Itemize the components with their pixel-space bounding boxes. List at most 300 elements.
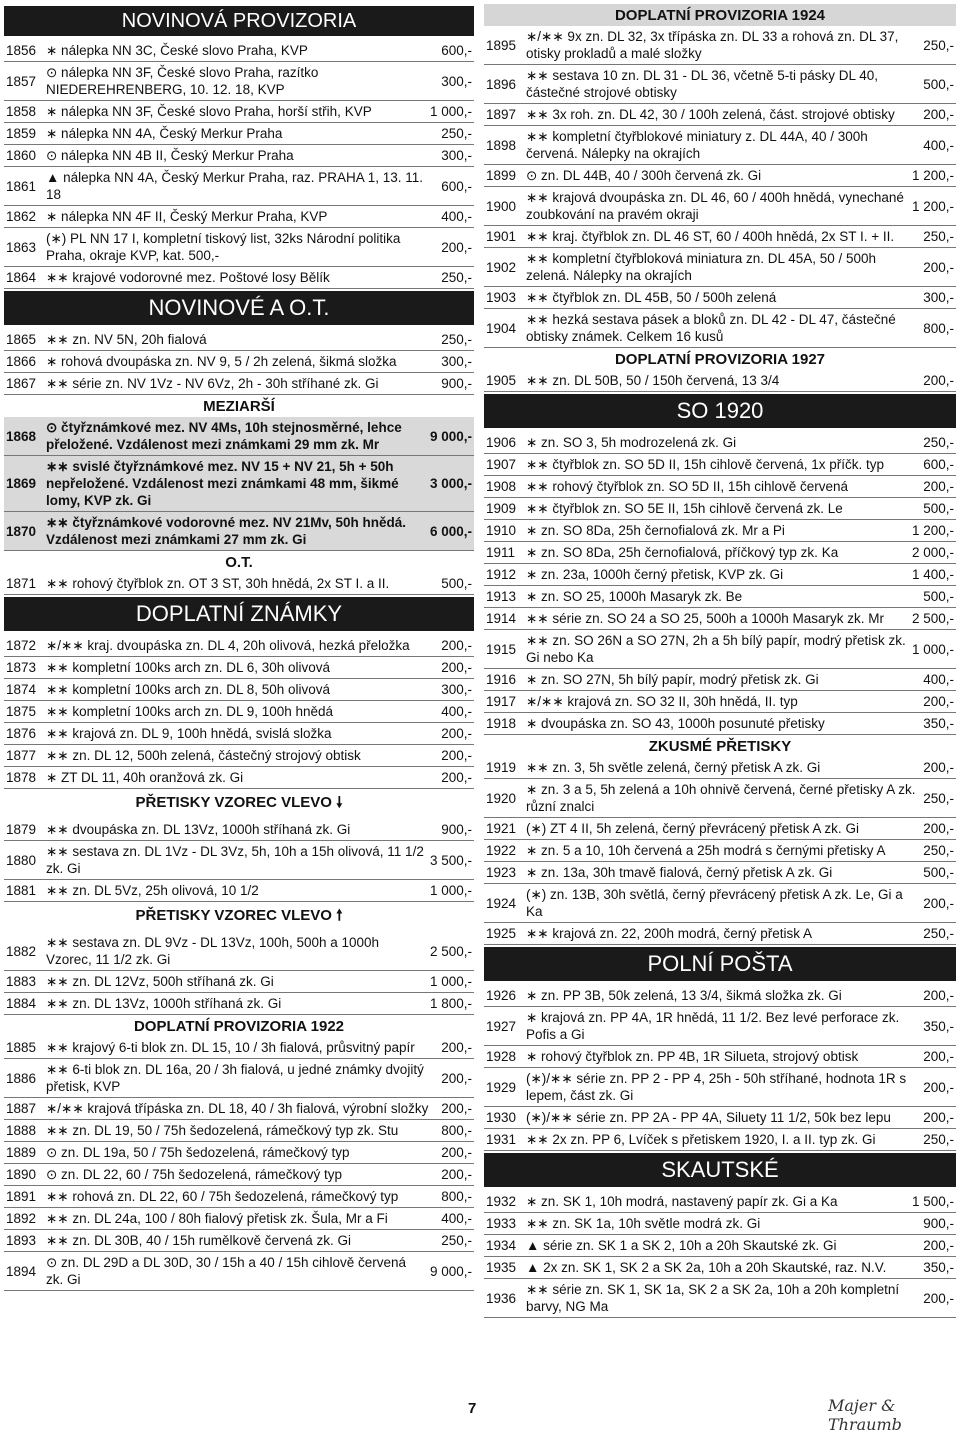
lot-price: 200,-: [441, 660, 472, 675]
lot-number: 1877: [6, 748, 37, 763]
lot-row: [4, 880, 474, 902]
lot-number: 1871: [6, 576, 37, 591]
lot-price: 1 000,-: [911, 641, 954, 657]
lot-number: 1888: [6, 1123, 37, 1138]
lot-price: 800,-: [441, 1123, 472, 1138]
lot-description: ∗∗ kompletní čtyřbloková miniatura zn. DL 45A, 50 / 500h zelená. Nálepky na okrajích: [526, 251, 877, 283]
lot-price: 400,-: [441, 1211, 472, 1226]
lot-description: ∗ zn. SO 8Da, 25h černofialová, příčkový typ zk. Ka: [526, 545, 839, 560]
lot-description: ∗/∗∗ krajová třípáska zn. DL 18, 40 / 3h fialová, výrobní složky: [46, 1101, 429, 1116]
lot-price: 1 200,-: [911, 168, 954, 183]
lot-price: 1 000,-: [429, 974, 472, 989]
lot-price: 250,-: [441, 126, 472, 141]
lot-price: 2 500,-: [429, 943, 472, 959]
lot-number: 1916: [486, 672, 517, 687]
lot-price: 250,-: [923, 435, 954, 450]
section-heading: NOVINOVÉ A O.T.: [4, 291, 474, 325]
lot-row: [484, 757, 956, 779]
lot-description: ∗∗ 6-ti blok zn. DL 16a, 20 / 3h fialová, u jedné známky dvojitý přetisk, KVP: [46, 1062, 424, 1094]
lot-description: ∗/∗∗ 9x zn. DL 32, 3x třípáska zn. DL 33 a rohová zn. DL 37, otisky prokladů a malé složky: [526, 29, 899, 61]
left-column: [4, 4, 474, 1291]
lot-number: 1904: [486, 320, 517, 336]
lot-number: 1926: [486, 988, 517, 1003]
lot-row: [484, 884, 956, 923]
lot-description: ▲ nálepka NN 4A, Český Merkur Praha, raz. PRAHA 1, 13. 11. 18: [46, 170, 424, 202]
lot-description: ⊙ zn. DL 19a, 50 / 75h šedozelená, rámečkový typ: [46, 1145, 350, 1160]
lot-number: 1931: [486, 1132, 517, 1147]
lot-row: [4, 1186, 474, 1208]
lot-row: [4, 101, 474, 123]
lot-description: ∗∗ zn. SK 1a, 10h světle modrá zk. Gi: [526, 1216, 761, 1231]
lot-number: 1925: [486, 926, 517, 941]
lot-number: 1882: [6, 943, 37, 959]
lot-row: [4, 351, 474, 373]
lot-number: 1902: [486, 259, 517, 275]
lot-description: ∗ zn. 23a, 1000h černý přetisk, KVP zk. Gi: [526, 567, 784, 582]
lot-row: [484, 542, 956, 564]
lot-row: [4, 228, 474, 267]
lot-number: 1886: [6, 1070, 37, 1086]
lot-description: ∗∗ kompletní 100ks arch zn. DL 6, 30h olivová: [46, 660, 331, 675]
lot-description: ∗/∗∗ krajová zn. SO 32 II, 30h hnědá, II. typ: [526, 694, 798, 709]
lot-price: 200,-: [441, 1167, 472, 1182]
lot-price: 1 400,-: [911, 567, 954, 582]
lot-number: 1933: [486, 1216, 517, 1231]
lot-number: 1880: [6, 852, 37, 868]
lot-description: ⊙ zn. DL 22, 60 / 75h šedozelená, rámečkový typ: [46, 1167, 342, 1182]
lot-description: (∗) ZT 4 II, 5h zelená, černý převrácený přetisk A zk. Gi: [526, 821, 859, 836]
lot-description: ∗ zn. PP 3B, 50k zelená, 13 3/4, šikmá složka zk. Gi: [526, 988, 842, 1003]
lot-row: [484, 370, 956, 392]
lot-number: 1914: [486, 611, 517, 626]
lot-number: 1869: [6, 476, 37, 491]
lot-number: 1922: [486, 843, 517, 858]
lot-number: 1913: [486, 589, 517, 604]
lot-description: ∗∗ zn. SO 26N a SO 27N, 2h a 5h bílý papír, modrý přetisk zk. Gi nebo Ka: [526, 633, 906, 665]
lot-price: 3 000,-: [429, 476, 472, 491]
lot-price: 900,-: [441, 822, 472, 837]
lot-row: [4, 723, 474, 745]
lot-price: 2 500,-: [911, 611, 954, 626]
lot-description: ∗∗ svislé čtyřznámkové mez. NV 15 + NV 21, 5h + 50h nepřeložené. Vzdálenost mezi známkami 48 mm, šikmé lomy, KVP zk. Gi: [46, 459, 399, 508]
lot-number: 1867: [6, 376, 37, 391]
lot-description: (∗) PL NN 17 I, kompletní tiskový list, 32ks Národní politika Praha, okraje KVP, kat. 500,-: [46, 231, 401, 263]
lot-description: ∗∗ zn. NV 5N, 20h fialová: [46, 332, 207, 347]
lot-price: 250,-: [923, 790, 954, 806]
lot-description: ∗∗ zn. DL 13Vz, 1000h stříhaná zk. Gi: [46, 996, 282, 1011]
lot-price: 200,-: [923, 1290, 954, 1306]
lot-description: ⊙ zn. DL 29D a DL 30D, 30 / 15h a 40 / 15h cihlově červená zk. Gi: [46, 1255, 407, 1287]
lot-price: 200,-: [923, 694, 954, 709]
lot-row: [484, 165, 956, 187]
lot-row: [4, 1120, 474, 1142]
lot-row: [484, 309, 956, 348]
right-column: [484, 4, 956, 1318]
lot-row: [4, 819, 474, 841]
lot-price: 300,-: [441, 148, 472, 163]
lot-number: 1929: [486, 1079, 517, 1095]
lot-price: 500,-: [441, 576, 472, 591]
lot-description: ∗ nálepka NN 3C, České slovo Praha, KVP: [46, 43, 308, 58]
lot-row: [484, 248, 956, 287]
lot-price: 250,-: [441, 332, 472, 347]
lot-price: 2 000,-: [911, 545, 954, 560]
lot-number: 1935: [486, 1260, 517, 1275]
lot-row: [484, 498, 956, 520]
lot-row: [4, 206, 474, 228]
lot-number: 1920: [486, 790, 517, 806]
lot-description: ∗∗ sestava zn. DL 9Vz - DL 13Vz, 100h, 500h a 1000h Vzorec, 11 1/2 zk. Gi: [46, 935, 380, 967]
section-heading: DOPLATNÍ PROVIZORIA 1922: [133, 1018, 345, 1035]
lot-description: ∗∗ čtyřznámkové vodorovné mez. NV 21Mv, 50h hnědá. Vzdálenost mezi známkami 27 mm zk. Gi: [46, 515, 406, 547]
lot-description: ∗∗ 2x zn. PP 6, Lvíček s přetiskem 1920, I. a II. typ zk. Gi: [526, 1132, 876, 1147]
lot-number: 1872: [6, 638, 37, 653]
lot-price: 1 200,-: [911, 523, 954, 538]
lot-price: 900,-: [923, 1216, 954, 1231]
lot-row: [484, 1235, 956, 1257]
lot-price: 250,-: [441, 270, 472, 285]
lot-number: 1898: [486, 137, 517, 153]
lot-price: 250,-: [923, 926, 954, 941]
lot-description: ∗/∗∗ kraj. dvoupáska zn. DL 4, 20h olivová, hezká přeložka: [46, 638, 410, 653]
lot-description: ∗∗ čtyřblok zn. SO 5E II, 15h cihlově červená zk. Le: [526, 501, 843, 516]
lot-description: (∗)/∗∗ série zn. PP 2A - PP 4A, Siluety 11 1/2, 50k bez lepu: [526, 1110, 891, 1125]
lot-row: [484, 669, 956, 691]
lot-number: 1918: [486, 716, 517, 731]
lot-number: 1895: [486, 37, 517, 53]
lot-row: [484, 840, 956, 862]
lot-description: ∗∗ zn. DL 12, 500h zelená, částečný strojový obtisk: [46, 748, 361, 763]
section-heading: PŘETISKY VZOREC VLEVO 🠕: [135, 907, 343, 924]
lot-number: 1901: [486, 229, 517, 244]
lot-number: 1883: [6, 974, 37, 989]
lot-row: [484, 1191, 956, 1213]
section-heading: DOPLATNÍ PROVIZORIA 1924: [484, 4, 956, 26]
lot-price: 200,-: [923, 1110, 954, 1125]
lot-price: 400,-: [923, 137, 954, 153]
lot-price: 400,-: [441, 209, 472, 224]
lot-price: 300,-: [441, 682, 472, 697]
lot-row: [4, 62, 474, 101]
lot-price: 300,-: [923, 290, 954, 305]
lot-row: [4, 1059, 474, 1098]
lot-number: 1910: [486, 523, 517, 538]
lot-number: 1907: [486, 457, 517, 472]
lot-description: ∗∗ zn. DL 12Vz, 500h stříhaná zk. Gi: [46, 974, 274, 989]
lot-number: 1893: [6, 1233, 37, 1248]
section-heading: NOVINOVÁ PROVIZORIA: [4, 6, 474, 36]
lot-number: 1896: [486, 76, 517, 92]
lot-price: 200,-: [441, 1070, 472, 1086]
lot-price: 250,-: [923, 229, 954, 244]
lot-description: ∗∗ kompletní čtyřblokové miniatury z. DL 44A, 40 / 300h červená. Nálepky na okrajích: [526, 129, 868, 161]
lot-number: 1859: [6, 126, 37, 141]
section-heading: POLNÍ POŠTA: [484, 947, 956, 981]
lot-description: ∗ zn. SO 25, 1000h Masaryk zk. Be: [526, 589, 743, 604]
lot-number: 1917: [486, 694, 517, 709]
lot-description: ∗∗ série zn. SK 1, SK 1a, SK 2 a SK 2a, 10h a 20h kompletní barvy, NG Ma: [526, 1282, 900, 1314]
lot-number: 1903: [486, 290, 517, 305]
lot-row: [484, 1046, 956, 1068]
lot-number: 1906: [486, 435, 517, 450]
section-heading: DOPLATNÍ PROVIZORIA 1927: [614, 351, 826, 368]
lot-description: ▲ 2x zn. SK 1, SK 2 a SK 2a, 10h a 20h Skautské, raz. N.V.: [526, 1260, 887, 1275]
lot-row: [4, 679, 474, 701]
section-heading: ZKUSMÉ PŘETISKY: [648, 738, 792, 755]
lot-price: 500,-: [923, 501, 954, 516]
lot-price: 200,-: [923, 895, 954, 911]
lot-row: [4, 145, 474, 167]
lot-description: ▲ série zn. SK 1 a SK 2, 10h a 20h Skautské zk. Gi: [526, 1238, 837, 1253]
lot-description: (∗) zn. 13B, 30h světlá, černý převrácený přetisk A zk. Le, Gi a Ka: [526, 887, 903, 919]
lot-number: 1924: [486, 895, 517, 911]
lot-row: [484, 476, 956, 498]
lot-row: [484, 187, 956, 226]
lot-number: 1921: [486, 821, 517, 836]
lot-row: [4, 767, 474, 789]
lot-description: ∗∗ krajový 6-ti blok zn. DL 15, 10 / 3h fialová, průsvitný papír: [46, 1040, 415, 1055]
lot-number: 1873: [6, 660, 37, 675]
lot-price: 200,-: [923, 1238, 954, 1253]
lot-description: ⊙ nálepka NN 3F, České slovo Praha, razítko NIEDEREHRENBERG, 10. 12. 18, KVP: [46, 65, 319, 97]
lot-number: 1919: [486, 760, 517, 775]
lot-row: [4, 745, 474, 767]
lot-price: 300,-: [441, 354, 472, 369]
lot-price: 200,-: [441, 1040, 472, 1055]
lot-price: 600,-: [441, 43, 472, 58]
lot-price: 250,-: [923, 843, 954, 858]
lot-price: 200,-: [923, 1049, 954, 1064]
lot-price: 200,-: [923, 373, 954, 388]
lot-row: [4, 1208, 474, 1230]
lot-description: ∗∗ série zn. NV 1Vz - NV 6Vz, 2h - 30h stříhané zk. Gi: [46, 376, 379, 391]
lot-row: [4, 635, 474, 657]
lot-price: 500,-: [923, 76, 954, 92]
lot-row: [4, 993, 474, 1015]
lot-description: ∗∗ 3x roh. zn. DL 42, 30 / 100h zelená, část. strojové obtisky: [526, 107, 895, 122]
lot-row: [484, 1068, 956, 1107]
lot-description: ∗∗ zn. DL 19, 50 / 75h šedozelená, rámečkový typ zk. Stu: [46, 1123, 399, 1138]
lot-number: 1857: [6, 73, 37, 89]
section-heading: O.T.: [225, 554, 253, 571]
lot-row: [484, 923, 956, 945]
lot-price: 250,-: [923, 37, 954, 53]
lot-description: ∗ zn. 13a, 30h tmavě fialová, černý přetisk A zk. Gi: [526, 865, 833, 880]
lot-price: 200,-: [441, 239, 472, 255]
lot-price: 200,-: [441, 1145, 472, 1160]
lot-price: 350,-: [923, 1018, 954, 1034]
lot-number: 1875: [6, 704, 37, 719]
lot-number: 1876: [6, 726, 37, 741]
lot-description: ∗ rohová dvoupáska zn. NV 9, 5 / 2h zelená, šikmá složka: [46, 354, 397, 369]
lot-number: 1863: [6, 239, 37, 255]
lot-description: ∗∗ zn. DL 5Vz, 25h olivová, 10 1/2: [46, 883, 259, 898]
lot-description: ∗∗ kompletní 100ks arch zn. DL 8, 50h olivová: [46, 682, 331, 697]
lot-number: 1884: [6, 996, 37, 1011]
lot-description: ∗∗ zn. DL 30B, 40 / 15h rumělkově červená zk. Gi: [46, 1233, 352, 1248]
lot-price: 200,-: [923, 760, 954, 775]
lot-row: [484, 65, 956, 104]
lot-description: ∗∗ čtyřblok zn. DL 45B, 50 / 500h zelená: [526, 290, 777, 305]
lot-number: 1890: [6, 1167, 37, 1182]
lot-row: [4, 417, 474, 456]
lot-price: 200,-: [923, 821, 954, 836]
lot-row: [4, 373, 474, 395]
lot-row: [4, 1164, 474, 1186]
lot-price: 200,-: [441, 1101, 472, 1116]
lot-number: 1874: [6, 682, 37, 697]
lot-price: 500,-: [923, 865, 954, 880]
lot-price: 350,-: [923, 716, 954, 731]
lot-number: 1866: [6, 354, 37, 369]
lot-description: ∗∗ sestava zn. DL 1Vz - DL 3Vz, 5h, 10h a 15h olivová, 11 1/2 zk. Gi: [46, 844, 424, 876]
lot-price: 200,-: [441, 770, 472, 785]
lot-description: ∗∗ dvoupáska zn. DL 13Vz, 1000h stříhaná zk. Gi: [46, 822, 351, 837]
lot-price: 200,-: [441, 726, 472, 741]
lot-number: 1860: [6, 148, 37, 163]
lot-description: ∗ nálepka NN 4A, Český Merkur Praha: [46, 126, 283, 141]
page-number: 7: [468, 1400, 477, 1417]
lot-number: 1909: [486, 501, 517, 516]
lot-description: ∗ zn. SK 1, 10h modrá, nastavený papír zk. Gi a Ka: [526, 1194, 838, 1209]
lot-number: 1928: [486, 1049, 517, 1064]
lot-description: ⊙ čtyřznámkové mez. NV 4Ms, 10h stejnosměrné, lehce přeložené. Vzdálenost mezi známkami 29 mm zk. Mr: [46, 420, 402, 452]
section-heading: SKAUTSKÉ: [484, 1153, 956, 1187]
lot-description: ∗∗ krajová zn. 22, 200h modrá, černý přetisk A: [526, 926, 813, 941]
lot-row: [484, 630, 956, 669]
lot-description: ∗∗ krajová zn. DL 9, 100h hnědá, svislá složka: [46, 726, 332, 741]
lot-number: 1862: [6, 209, 37, 224]
lot-description: ∗ nálepka NN 3F, České slovo Praha, horší střih, KVP: [46, 104, 372, 119]
lot-description: ∗∗ rohový čtyřblok zn. OT 3 ST, 30h hnědá, 2x ST I. a II.: [46, 576, 390, 591]
lot-number: 1911: [486, 545, 516, 560]
lot-row: [4, 123, 474, 145]
section-heading: PŘETISKY VZOREC VLEVO 🠗: [135, 794, 343, 811]
lot-price: 600,-: [923, 457, 954, 472]
lot-price: 250,-: [441, 1233, 472, 1248]
lot-row: [484, 779, 956, 818]
lot-row: [484, 104, 956, 126]
lot-price: 600,-: [441, 178, 472, 194]
section-heading: DOPLATNÍ ZNÁMKY: [4, 597, 474, 631]
signature: Majer & Thraumb: [828, 1396, 902, 1434]
lot-price: 200,-: [441, 638, 472, 653]
lot-row: [484, 126, 956, 165]
lot-price: 9 000,-: [429, 428, 472, 444]
lot-row: [4, 167, 474, 206]
lot-price: 3 500,-: [429, 852, 472, 868]
lot-price: 200,-: [923, 988, 954, 1003]
lot-description: ∗∗ zn. DL 50B, 50 / 150h červená, 13 3/4: [526, 373, 780, 388]
section-heading: MEZIARŠÍ: [203, 398, 275, 415]
lot-row: [484, 1213, 956, 1235]
lot-number: 1887: [6, 1101, 37, 1116]
lot-description: ∗∗ rohová zn. DL 22, 60 / 75h šedozelená, rámečkový typ: [46, 1189, 399, 1204]
lot-price: 1 500,-: [911, 1194, 954, 1209]
lot-price: 1 000,-: [429, 883, 472, 898]
lot-description: ∗∗ rohový čtyřblok zn. SO 5D II, 15h cihlově červená: [526, 479, 849, 494]
lot-price: 1 200,-: [911, 198, 954, 214]
lot-row: [4, 456, 474, 512]
lot-row: [4, 573, 474, 595]
lot-row: [4, 701, 474, 723]
lot-row: [4, 1252, 474, 1291]
lot-row: [4, 512, 474, 551]
lot-number: 1912: [486, 567, 517, 582]
lot-row: [4, 932, 474, 971]
lot-price: 200,-: [441, 748, 472, 763]
lot-number: 1899: [486, 168, 517, 183]
lot-number: 1934: [486, 1238, 517, 1253]
lot-description: ∗ nálepka NN 4F II, Český Merkur Praha, KVP: [46, 209, 328, 224]
lot-number: 1923: [486, 865, 517, 880]
lot-description: ∗∗ krajové vodorovné mez. Poštové losy Bělík: [46, 270, 330, 285]
lot-price: 200,-: [923, 479, 954, 494]
lot-description: ∗∗ kraj. čtyřblok zn. DL 46 ST, 60 / 400h hnědá, 2x ST I. + II.: [526, 229, 895, 244]
lot-price: 800,-: [441, 1189, 472, 1204]
lot-price: 1 800,-: [429, 996, 472, 1011]
lot-row: [484, 1257, 956, 1279]
lot-number: 1927: [486, 1018, 517, 1034]
lot-number: 1870: [6, 523, 37, 539]
lot-row: [484, 432, 956, 454]
lot-row: [4, 1230, 474, 1252]
lot-description: (∗)/∗∗ série zn. PP 2 - PP 4, 25h - 50h stříhané, hodnota 1R s lepem, část zk. Gi: [526, 1071, 907, 1103]
lot-description: ∗∗ hezká sestava pásek a bloků zn. DL 42 - DL 47, částečné obtisky známek. Celkem 16 kusů: [526, 312, 896, 344]
lot-price: 500,-: [923, 589, 954, 604]
lot-price: 250,-: [923, 1132, 954, 1147]
lot-description: ∗ zn. SO 3, 5h modrozelená zk. Gi: [526, 435, 737, 450]
lot-price: 200,-: [923, 107, 954, 122]
lot-description: ∗ zn. SO 27N, 5h bílý papír, modrý přetisk zk. Gi: [526, 672, 819, 687]
lot-price: 9 000,-: [429, 1263, 472, 1279]
lot-row: [484, 226, 956, 248]
lot-price: 6 000,-: [429, 523, 472, 539]
lot-number: 1856: [6, 43, 37, 58]
lot-row: [484, 520, 956, 542]
lot-number: 1908: [486, 479, 517, 494]
lot-number: 1936: [486, 1290, 517, 1306]
lot-number: 1864: [6, 270, 37, 285]
lot-price: 800,-: [923, 320, 954, 336]
lot-row: [4, 267, 474, 289]
lot-number: 1858: [6, 104, 37, 119]
lot-number: 1897: [486, 107, 517, 122]
lot-row: [4, 971, 474, 993]
lot-row: [484, 454, 956, 476]
lot-price: 400,-: [441, 704, 472, 719]
lot-description: ∗ rohový čtyřblok zn. PP 4B, 1R Silueta, strojový obtisk: [526, 1049, 859, 1064]
lot-description: ⊙ nálepka NN 4B II, Český Merkur Praha: [46, 148, 294, 163]
lot-number: 1894: [6, 1263, 37, 1279]
lot-description: ⊙ zn. DL 44B, 40 / 300h červená zk. Gi: [526, 168, 762, 183]
lot-row: [484, 608, 956, 630]
lot-number: 1879: [6, 822, 37, 837]
lot-number: 1930: [486, 1110, 517, 1125]
lot-row: [484, 1279, 956, 1318]
lot-description: ∗∗ čtyřblok zn. SO 5D II, 15h cihlově červená, 1x příčk. typ: [526, 457, 885, 472]
lot-price: 300,-: [441, 73, 472, 89]
lot-number: 1892: [6, 1211, 37, 1226]
lot-description: ∗∗ sestava 10 zn. DL 31 - DL 36, včetně 5-ti pásky DL 40, částečné strojové obtisky: [526, 68, 879, 100]
lot-row: [4, 841, 474, 880]
lot-row: [484, 287, 956, 309]
lot-row: [484, 691, 956, 713]
lot-description: ∗ krajová zn. PP 4A, 1R hnědá, 11 1/2. Bez levé perforace zk. Pofis a Gi: [526, 1010, 900, 1042]
lot-description: ∗ zn. 5 a 10, 10h červená a 25h modrá s černými přetisky A: [526, 843, 886, 858]
section-heading: SO 1920: [484, 394, 956, 428]
lot-row: [484, 862, 956, 884]
